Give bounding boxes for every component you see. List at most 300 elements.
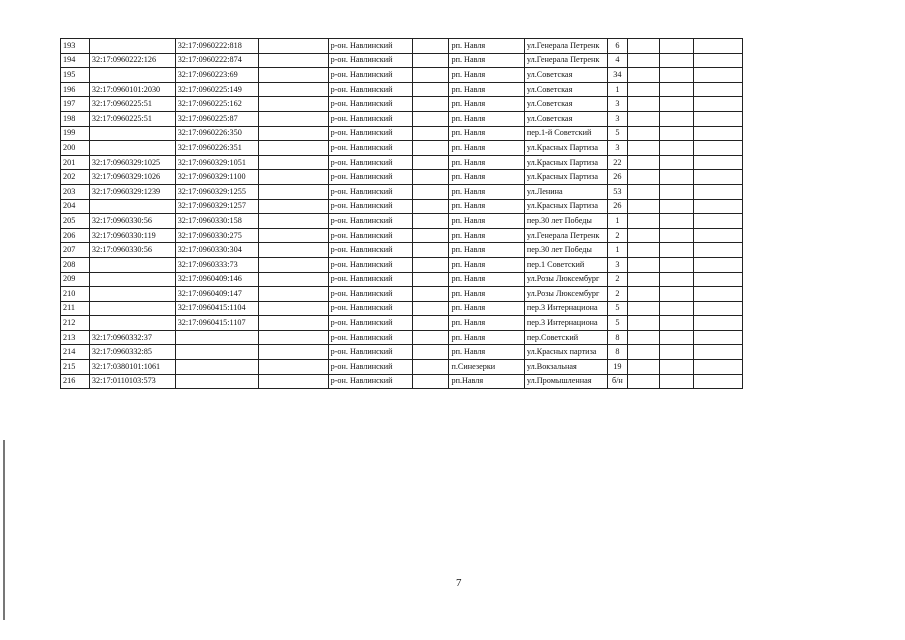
empty-cell [660,214,694,229]
empty-cell [694,257,743,272]
cadastral-number-2-cell [175,374,259,389]
empty-cell [259,360,328,375]
house-number-cell: 19 [607,360,628,375]
empty-cell [694,68,743,83]
district-cell: р-он. Навлинский [328,141,413,156]
cadastral-number-2-cell [175,360,259,375]
empty-cell [660,184,694,199]
empty-cell [259,184,328,199]
cadastral-number-cell: 32:17:0960329:1025 [89,155,175,170]
settlement-cell: рп. Навля [449,345,524,360]
street-cell: пер.Советский [524,330,607,345]
house-number-cell: 1 [607,214,628,229]
empty-cell [413,330,449,345]
empty-cell [694,97,743,112]
row-number-cell: 195 [61,68,90,83]
settlement-cell: рп. Навля [449,184,524,199]
district-cell: р-он. Навлинский [328,272,413,287]
row-number-cell: 210 [61,287,90,302]
street-cell: пер.30 лет Победы [524,214,607,229]
empty-cell [660,39,694,54]
district-cell: р-он. Навлинский [328,214,413,229]
settlement-cell: рп. Навля [449,228,524,243]
empty-cell [413,111,449,126]
table-row [61,214,743,229]
settlement-cell: рп. Навля [449,257,524,272]
district-cell: р-он. Навлинский [328,243,413,258]
settlement-cell: рп. Навля [449,82,524,97]
house-number-cell: 53 [607,184,628,199]
house-number-cell: б/н [607,374,628,389]
empty-cell [259,68,328,83]
empty-cell [259,316,328,331]
empty-cell [694,287,743,302]
row-number-cell: 201 [61,155,90,170]
cadastral-number-cell: 32:17:0960225:51 [89,111,175,126]
district-cell: р-он. Навлинский [328,287,413,302]
settlement-cell: рп.Навля [449,374,524,389]
cadastral-number-cell: 32:17:0960332:85 [89,345,175,360]
district-cell: р-он. Навлинский [328,170,413,185]
street-cell: ул.Красных Партиза [524,170,607,185]
house-number-cell: 2 [607,228,628,243]
row-number-cell: 205 [61,214,90,229]
row-number-cell: 214 [61,345,90,360]
cadastral-number-cell: 32:17:0960329:1239 [89,184,175,199]
property-registry-table [60,38,743,389]
cadastral-number-2-cell: 32:17:0960415:1107 [175,316,259,331]
table-row [61,272,743,287]
cadastral-number-cell: 32:17:0960329:1026 [89,170,175,185]
table-row [61,316,743,331]
cadastral-number-2-cell: 32:17:0960226:351 [175,141,259,156]
house-number-cell: 8 [607,330,628,345]
empty-cell [413,155,449,170]
district-cell: р-он. Навлинский [328,82,413,97]
empty-cell [413,301,449,316]
empty-cell [628,272,660,287]
house-number-cell: 5 [607,301,628,316]
district-cell: р-он. Навлинский [328,301,413,316]
cadastral-number-2-cell: 32:17:0960329:1051 [175,155,259,170]
house-number-cell: 22 [607,155,628,170]
cadastral-number-2-cell: 32:17:0960330:275 [175,228,259,243]
cadastral-number-cell: 32:17:0960225:51 [89,97,175,112]
street-cell: ул.Советская [524,82,607,97]
house-number-cell: 2 [607,287,628,302]
settlement-cell: рп. Навля [449,199,524,214]
house-number-cell: 3 [607,257,628,272]
district-cell: р-он. Навлинский [328,111,413,126]
empty-cell [660,330,694,345]
street-cell: ул.Советская [524,97,607,112]
cadastral-number-cell: 32:17:0960330:119 [89,228,175,243]
empty-cell [628,214,660,229]
street-cell: ул.Красных Партиза [524,141,607,156]
empty-cell [628,301,660,316]
cadastral-number-cell [89,257,175,272]
empty-cell [628,155,660,170]
table-row [61,97,743,112]
empty-cell [259,39,328,54]
empty-cell [694,228,743,243]
empty-cell [259,126,328,141]
empty-cell [660,97,694,112]
row-number-cell: 202 [61,170,90,185]
street-cell: ул.Промышленная [524,374,607,389]
empty-cell [628,287,660,302]
street-cell: пер.1-й Советский [524,126,607,141]
settlement-cell: рп. Навля [449,111,524,126]
empty-cell [660,111,694,126]
page-number: 7 [456,577,462,589]
house-number-cell: 5 [607,316,628,331]
cadastral-number-cell [89,272,175,287]
empty-cell [694,184,743,199]
settlement-cell: рп. Навля [449,214,524,229]
cadastral-number-2-cell: 32:17:0960225:87 [175,111,259,126]
cadastral-number-2-cell [175,330,259,345]
row-number-cell: 196 [61,82,90,97]
house-number-cell: 4 [607,53,628,68]
table-row [61,243,743,258]
empty-cell [413,141,449,156]
district-cell: р-он. Навлинский [328,39,413,54]
empty-cell [413,257,449,272]
empty-cell [259,170,328,185]
street-cell: пер.1 Советский [524,257,607,272]
settlement-cell: рп. Навля [449,126,524,141]
row-number-cell: 200 [61,141,90,156]
house-number-cell: 26 [607,199,628,214]
empty-cell [259,214,328,229]
empty-cell [628,228,660,243]
empty-cell [413,39,449,54]
empty-cell [694,82,743,97]
cadastral-number-cell [89,126,175,141]
street-cell: пер.3 Интернациона [524,301,607,316]
cadastral-number-cell: 32:17:0960222:126 [89,53,175,68]
row-number-cell: 197 [61,97,90,112]
row-number-cell: 204 [61,199,90,214]
empty-cell [628,68,660,83]
empty-cell [660,243,694,258]
empty-cell [413,374,449,389]
table-row [61,68,743,83]
empty-cell [660,170,694,185]
row-number-cell: 199 [61,126,90,141]
row-number-cell: 206 [61,228,90,243]
house-number-cell: 2 [607,272,628,287]
cadastral-number-2-cell: 32:17:0960222:818 [175,39,259,54]
empty-cell [628,360,660,375]
table-row [61,39,743,54]
street-cell: ул.Ленина [524,184,607,199]
table-row [61,360,743,375]
cadastral-number-cell: 32:17:0960101:2030 [89,82,175,97]
empty-cell [694,53,743,68]
cadastral-number-2-cell: 32:17:0960415:1104 [175,301,259,316]
empty-cell [259,111,328,126]
table-row [61,82,743,97]
scan-edge-line [3,440,5,620]
table-row [61,199,743,214]
empty-cell [413,214,449,229]
district-cell: р-он. Навлинский [328,330,413,345]
empty-cell [259,155,328,170]
empty-cell [660,287,694,302]
cadastral-number-2-cell: 32:17:0960222:874 [175,53,259,68]
row-number-cell: 203 [61,184,90,199]
empty-cell [413,82,449,97]
empty-cell [694,301,743,316]
empty-cell [628,111,660,126]
empty-cell [413,53,449,68]
settlement-cell: рп. Навля [449,53,524,68]
empty-cell [413,199,449,214]
row-number-cell: 211 [61,301,90,316]
empty-cell [694,39,743,54]
cadastral-number-cell: 32:17:0960332:37 [89,330,175,345]
empty-cell [694,170,743,185]
table-row [61,374,743,389]
district-cell: р-он. Навлинский [328,199,413,214]
table-row [61,330,743,345]
empty-cell [413,228,449,243]
row-number-cell: 216 [61,374,90,389]
table-row [61,287,743,302]
table-row [61,301,743,316]
cadastral-number-2-cell: 32:17:0960329:1255 [175,184,259,199]
empty-cell [259,330,328,345]
empty-cell [628,82,660,97]
settlement-cell: рп. Навля [449,243,524,258]
district-cell: р-он. Навлинский [328,155,413,170]
empty-cell [628,39,660,54]
street-cell: ул.Советская [524,68,607,83]
cadastral-number-cell: 32:17:0960330:56 [89,214,175,229]
empty-cell [694,330,743,345]
empty-cell [413,316,449,331]
street-cell: ул.Вокзальная [524,360,607,375]
house-number-cell: 1 [607,82,628,97]
empty-cell [413,345,449,360]
empty-cell [628,243,660,258]
cadastral-number-cell [89,301,175,316]
empty-cell [660,316,694,331]
settlement-cell: рп. Навля [449,141,524,156]
empty-cell [660,272,694,287]
district-cell: р-он. Навлинский [328,374,413,389]
empty-cell [694,345,743,360]
empty-cell [660,345,694,360]
empty-cell [259,228,328,243]
cadastral-number-2-cell: 32:17:0960225:162 [175,97,259,112]
empty-cell [259,82,328,97]
cadastral-number-2-cell: 32:17:0960223:69 [175,68,259,83]
row-number-cell: 194 [61,53,90,68]
empty-cell [694,272,743,287]
empty-cell [660,155,694,170]
row-number-cell: 193 [61,39,90,54]
table-row [61,228,743,243]
district-cell: р-он. Навлинский [328,316,413,331]
street-cell: ул.Генерала Петренк [524,39,607,54]
empty-cell [628,126,660,141]
table-row [61,257,743,272]
empty-cell [628,97,660,112]
district-cell: р-он. Навлинский [328,97,413,112]
empty-cell [660,82,694,97]
cadastral-number-cell [89,199,175,214]
empty-cell [660,53,694,68]
cadastral-number-cell [89,141,175,156]
empty-cell [694,199,743,214]
empty-cell [628,170,660,185]
cadastral-number-2-cell: 32:17:0960330:158 [175,214,259,229]
empty-cell [259,53,328,68]
street-cell: ул.Советская [524,111,607,126]
house-number-cell: 8 [607,345,628,360]
empty-cell [413,68,449,83]
empty-cell [259,243,328,258]
cadastral-number-2-cell: 32:17:0960330:304 [175,243,259,258]
empty-cell [628,330,660,345]
empty-cell [628,316,660,331]
street-cell: ул.Красных партиза [524,345,607,360]
empty-cell [694,155,743,170]
empty-cell [413,360,449,375]
street-cell: ул.Розы Люксембург [524,272,607,287]
settlement-cell: рп. Навля [449,155,524,170]
empty-cell [694,374,743,389]
empty-cell [660,126,694,141]
empty-cell [259,97,328,112]
empty-cell [259,345,328,360]
district-cell: р-он. Навлинский [328,257,413,272]
empty-cell [660,141,694,156]
house-number-cell: 3 [607,141,628,156]
empty-cell [694,214,743,229]
empty-cell [660,199,694,214]
empty-cell [413,170,449,185]
empty-cell [694,111,743,126]
table-row [61,184,743,199]
house-number-cell: 3 [607,111,628,126]
empty-cell [660,374,694,389]
house-number-cell: 34 [607,68,628,83]
settlement-cell: рп. Навля [449,301,524,316]
row-number-cell: 208 [61,257,90,272]
table-row [61,141,743,156]
empty-cell [259,257,328,272]
house-number-cell: 1 [607,243,628,258]
cadastral-number-cell: 32:17:0960330:56 [89,243,175,258]
settlement-cell: рп. Навля [449,272,524,287]
row-number-cell: 213 [61,330,90,345]
settlement-cell: рп. Навля [449,170,524,185]
table-row [61,345,743,360]
row-number-cell: 209 [61,272,90,287]
street-cell: пер.30 лет Победы [524,243,607,258]
cadastral-number-2-cell: 32:17:0960409:146 [175,272,259,287]
house-number-cell: 26 [607,170,628,185]
settlement-cell: рп. Навля [449,287,524,302]
cadastral-number-2-cell: 32:17:0960225:149 [175,82,259,97]
empty-cell [660,68,694,83]
row-number-cell: 212 [61,316,90,331]
street-cell: ул.Красных Партиза [524,155,607,170]
empty-cell [694,141,743,156]
empty-cell [694,360,743,375]
settlement-cell: рп. Навля [449,97,524,112]
row-number-cell: 215 [61,360,90,375]
cadastral-number-cell [89,68,175,83]
empty-cell [413,272,449,287]
settlement-cell: рп. Навля [449,316,524,331]
empty-cell [628,141,660,156]
empty-cell [628,374,660,389]
empty-cell [413,184,449,199]
empty-cell [628,345,660,360]
cadastral-number-cell: 32:17:0380101:1061 [89,360,175,375]
empty-cell [660,228,694,243]
street-cell: пер.3 Интернациона [524,316,607,331]
empty-cell [259,287,328,302]
empty-cell [413,243,449,258]
cadastral-number-2-cell: 32:17:0960329:1100 [175,170,259,185]
settlement-cell: рп. Навля [449,330,524,345]
empty-cell [628,184,660,199]
cadastral-number-2-cell: 32:17:0960329:1257 [175,199,259,214]
table-row [61,170,743,185]
settlement-cell: п.Синезерки [449,360,524,375]
cadastral-number-2-cell: 32:17:0960333:73 [175,257,259,272]
empty-cell [660,257,694,272]
cadastral-number-2-cell: 32:17:0960409:147 [175,287,259,302]
district-cell: р-он. Навлинский [328,228,413,243]
street-cell: ул.Красных Партиза [524,199,607,214]
empty-cell [628,257,660,272]
house-number-cell: 6 [607,39,628,54]
house-number-cell: 5 [607,126,628,141]
street-cell: ул.Генерала Петренк [524,53,607,68]
district-cell: р-он. Навлинский [328,126,413,141]
empty-cell [259,374,328,389]
row-number-cell: 198 [61,111,90,126]
district-cell: р-он. Навлинский [328,184,413,199]
table-row [61,111,743,126]
empty-cell [694,316,743,331]
cadastral-number-cell [89,316,175,331]
table-row [61,126,743,141]
empty-cell [628,199,660,214]
empty-cell [413,126,449,141]
cadastral-number-2-cell [175,345,259,360]
empty-cell [413,97,449,112]
district-cell: р-он. Навлинский [328,360,413,375]
street-cell: ул.Генерала Петренк [524,228,607,243]
empty-cell [660,360,694,375]
empty-cell [660,301,694,316]
cadastral-number-cell [89,39,175,54]
table-row [61,155,743,170]
cadastral-number-cell: 32:17:0110103:573 [89,374,175,389]
district-cell: р-он. Навлинский [328,53,413,68]
empty-cell [694,126,743,141]
cadastral-number-cell [89,287,175,302]
street-cell: ул.Розы Люксембург [524,287,607,302]
